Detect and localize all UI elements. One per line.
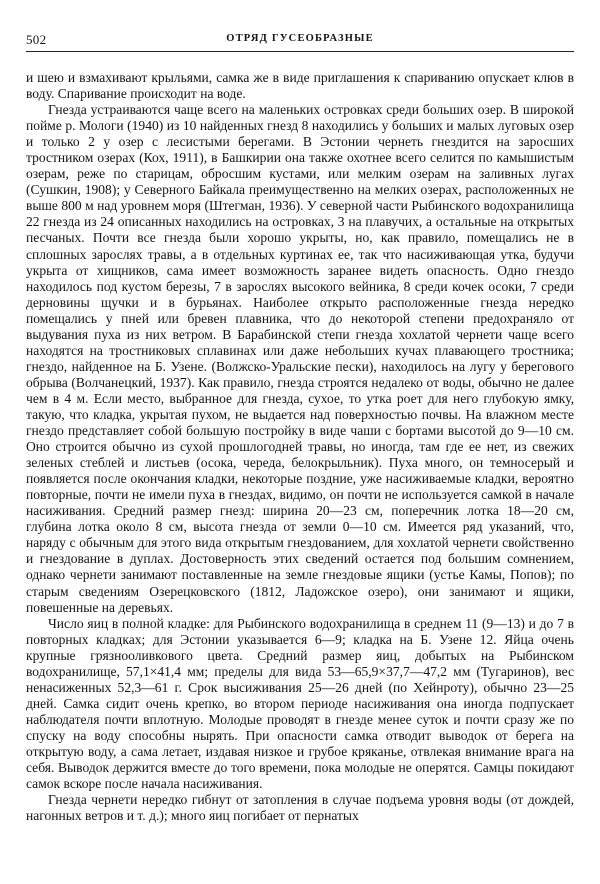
page-number: 502 xyxy=(26,32,47,47)
header-rule xyxy=(26,51,574,52)
paragraph: Гнезда устраиваются чаще всего на маленьких островках среди больших озер. В широкой пойме р. Мологи (1940) из 10 найденных гнезд 8 находились у больших и малых луговых озер и только 2 у озер с лесистыми берегами. В Эстонии чернеть гнездится на заросших тростником озерах (Кох, 1911), в Башкирии она также охотнее всего селится по камышистым озерам, реже по старицам, обросшим кустами, или мелким озерам на заливных лугах (Сушкин, 1908); у Северного Байкала преимущественно на мелких озерах, расположенных не выше 800 м над уровнем моря (Штегман, 1936). У северной части Рыбинского водохранилища 22 гнезда из 24 описанных находились на островках, 3 на плавучих, а остальные на открытых песчаных. Почти все гнезда были хорошо укрыты, но, как правило, помещались не в сплошных зарослях травы, а в отдельных куртинах ее, так что насиживающая утка, будучи укрыта от хищников, сама имеет возможность заранее видеть опасность. Одно гнездо находилось под кустом березы, 7 в зарослях высокого вейника, 8 среди кочек осоки, 7 среди дерновины щучки и в бурьянах. Наиболее открыто расположенные гнезда нередко помещались у пней или бревен плавника, что до некоторой степени предохраняло от выдувания пуха из них ветром. В Барабинской степи гнезда хохлатой чернети чаще всего находятся на тростниковых сплавинах или даже небольших кучах плавающего тростника; гнездо, найденное на Б. Узене. (Волжско-Уральские пески), находилось на лугу у берегового обрыва (Волчанецкий, 1937). Как правило, гнезда строятся недалеко от воды, обычно не далее чем в 4 м. Если место, выбранное для гнезда, сухое, то утка роет для него глубокую ямку, такую, что кладка, укрытая пухом, не выдается над поверхностью почвы. На влажном месте гнездо представляет собой большую постройку в виде чаши с бортами высотой до 9—10 см. Оно строится обычно из сухой прошлогодней травы, но иногда, там где ее нет, из свежих зеленых стеблей и листьев (осока, череда, белокрыльник). Пуха много, он темносерый и появляется после окончания кладки, некоторые поздние, уже насиживаемые кладки, вероятно повторные, почти не имели пуха в гнездах, видимо, он почти не используется самкой в начале насиживания. Средний размер гнезд: ширина 20—23 см, поперечник лотка 18—20 см, глубина лотка около 8 см, высота гнезда от земли 0—10 см. Имеется ряд указаний, что, наряду с обычным для этого вида открытым гнездованием, для хохлатой чернети свойственно и гнездование в дуплах. Достоверность этих сведений остается под большим сомнением, однако чернети занимают поставленные на земле гнездовые ящики (устье Камы, Попов); по старым сведениям Озерецковского (1812, Ладожское озеро), они занимают и ящики, повешенные на деревьях. xyxy=(26,102,574,615)
paragraph: Число яиц в полной кладке: для Рыбинского водохранилища в среднем 11 (9—13) и до 7 в повторных кладках; для Эстонии указывается 6—9; кладка на Б. Узене 12. Яйца очень крупные грязнооливкового цвета. Средний размер яиц, добытых на Рыбинском водохранилище, 57,1×41,4 мм; пределы для вида 53—65,9×37,7—47,2 мм (Тугаринов), вес ненасиженных 52,3—61 г. Срок высиживания 25—26 дней (по Хейнроту), обычно 23—25 дней. Самка сидит очень крепко, во втором периоде насиживания она иногда подпускает наблюдателя почти вплотную. Молодые проводят в гнезде менее суток и почти сразу же по спуску на воду способны нырять. При опасности самка отводит выводок от берега на открытую воду, а сама летает, издавая низкое и грубое кряканье, отвлекая внимание врага на себя. Выводок держится вместе до того времени, пока молодые не оперятся. Самцы покидают самок вскоре после начала насиживания. xyxy=(26,615,574,792)
document-page xyxy=(26,32,574,872)
body-text xyxy=(26,70,574,824)
paragraph: и шею и взмахивают крыльями, самка же в виде приглашения к спариванию опускает клюв в воду. Спаривание происходит на воде. xyxy=(26,70,574,102)
paragraph: Гнезда чернети нередко гибнут от затопления в случае подъема уровня воды (от дождей, нагонных ветров и т. д.); много яиц погибает от пернатых xyxy=(26,792,574,824)
page-header xyxy=(26,32,574,50)
running-title: ОТРЯД ГУСЕОБРАЗНЫЕ xyxy=(226,33,374,44)
